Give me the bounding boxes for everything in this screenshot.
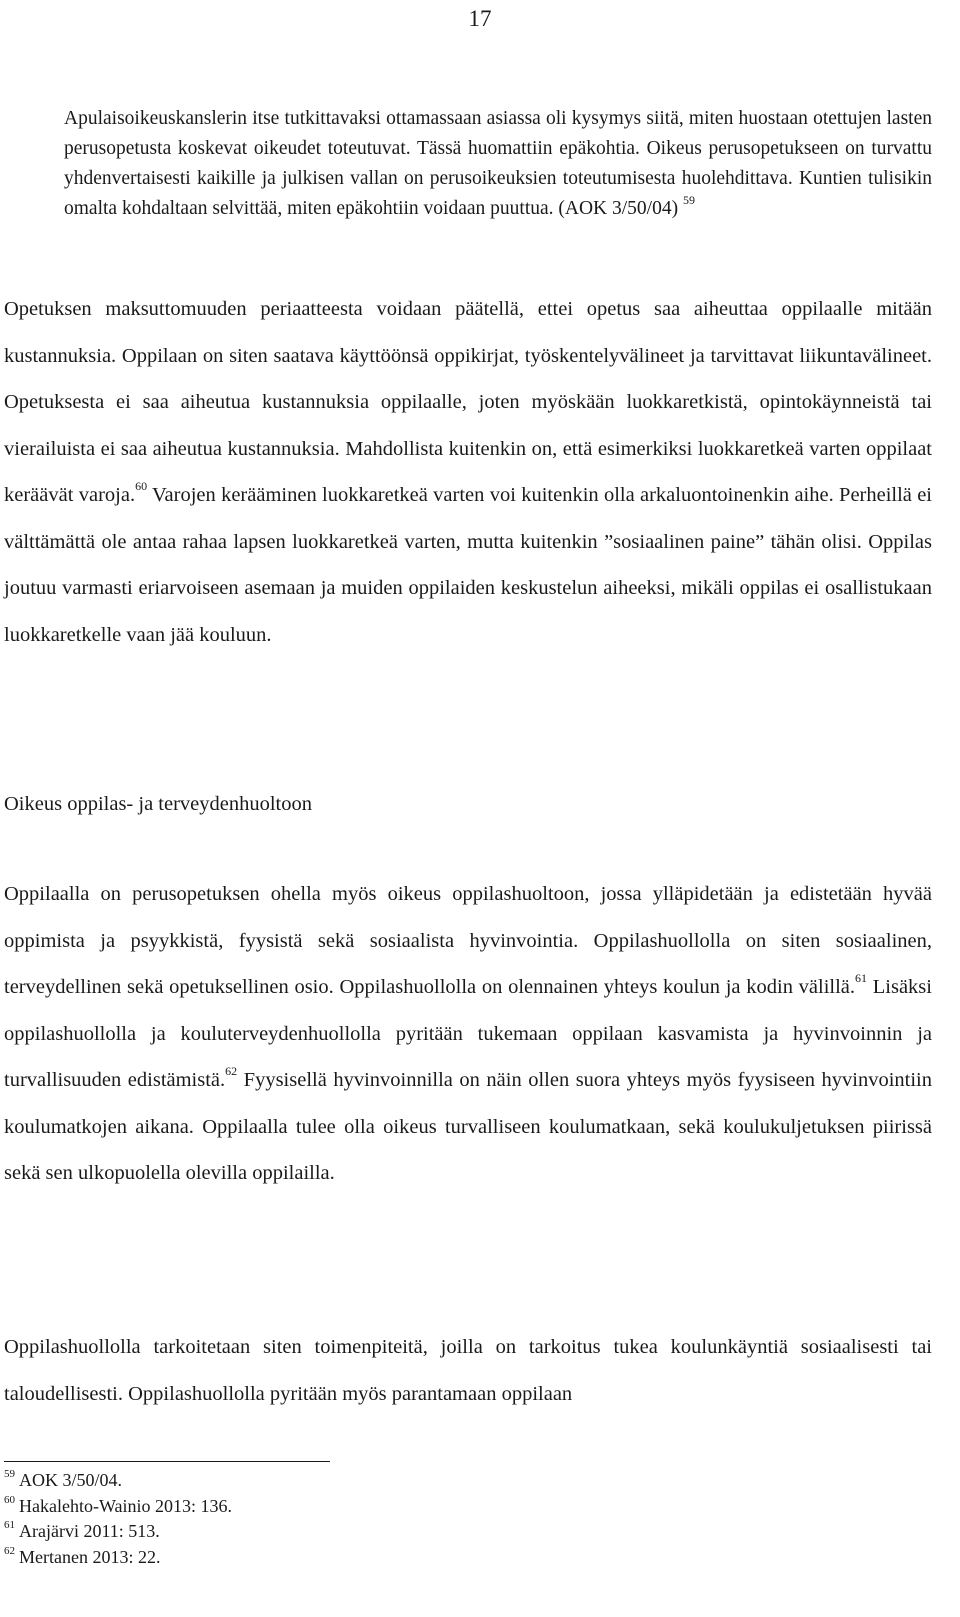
paragraph-student-welfare: [4, 871, 932, 1197]
footnote-59: [4, 1468, 232, 1494]
section-heading: Oikeus oppilas- ja terveydenhuoltoon: [4, 793, 313, 815]
footnote-61: [4, 1519, 232, 1545]
footnote-divider: [4, 1461, 330, 1462]
footnote-number: 62: [4, 1544, 15, 1557]
paragraph-welfare-measures: Oppilashuollolla tarkoitetaan siten toimenpiteitä, joilla on tarkoitus tukea koulunkäyntiä sosiaalisesti tai taloudellisesti. Oppilashuollolla pyritään myös parantamaan oppilaan: [4, 1336, 932, 1405]
footnote-text: Arajärvi 2011: 513.: [19, 1521, 160, 1541]
paragraph-text: Oppilaalla on perusopetuksen ohella myös oikeus oppilashuoltoon, jossa ylläpidetään ja edistetään hyvää oppimista ja psyykkistä, fyysistä sekä sosiaalista hyvinvointia. Oppilashuollolla on siten sosiaalinen, terveydellinen sekä opetuksellinen osio. Oppilashuollolla on olennainen yhteys koulun ja kodin välillä.: [4, 883, 932, 998]
footnote-number: 59: [4, 1468, 15, 1480]
footnote-ref-61[interactable]: 61: [855, 971, 868, 986]
footnote-number: 60: [4, 1493, 15, 1506]
footnote-ref-62[interactable]: 62: [225, 1064, 238, 1079]
footnote-60: [4, 1494, 232, 1520]
page-number: 17: [468, 6, 492, 31]
footnote-number: 61: [4, 1519, 15, 1531]
footnote-text: Hakalehto-Wainio 2013: 136.: [19, 1495, 233, 1516]
paragraph-text: Fyysisellä hyvinvoinnilla on näin ollen suora yhteys myös fyysiseen hyvinvointiin koulumatkojen aikana. Oppilaalla tulee olla oikeus turvalliseen koulumatkaan, sekä koulukuljetuksen piirissä sekä sen ulkopuolella olevilla oppilailla.: [4, 1069, 932, 1184]
footnote-text: Mertanen 2013: 22.: [19, 1546, 161, 1567]
paragraph-text: Varojen kerääminen luokkaretkeä varten voi kuitenkin olla arkaluontoinenkin aihe. Perheillä ei välttämättä ole antaa rahaa lapsen luokkaretkeä varten, mutta kuitenkin ”sosiaalinen paine” tähän olisi. Oppilas joutuu varmasti eriarvoiseen asemaan ja muiden oppilaiden keskustelun aiheeksi, mikäli oppilas ei osallistukaan luokkaretkelle vaan jää kouluun.: [4, 484, 933, 646]
footnote-ref-60[interactable]: 60: [135, 479, 148, 494]
footnote-62: [4, 1545, 232, 1571]
block-quote: [64, 104, 932, 224]
paragraph-text: Opetuksen maksuttomuuden periaatteesta voidaan päätellä, ettei opetus saa aiheuttaa oppilaalle mitään kustannuksia. Oppilaan on siten saatava käyttöönsä oppikirjat, työskentelyvälineet ja tarvittavat liikuntavälineet. Opetuksesta ei saa aiheutua kustannuksia oppilaalle, joten myöskään luokkaretkistä, opintokäynneistä tai vierailuista ei saa aiheutua kustannuksia. Mahdollista kuitenkin on, että esimerkiksi luokkaretkeä varten oppilaat keräävät varoja.: [4, 298, 932, 506]
footnote-text: AOK 3/50/04.: [19, 1470, 122, 1490]
paragraph-tuition-free: [4, 286, 932, 658]
footnote-ref-59[interactable]: 59: [682, 192, 695, 207]
footnotes: [4, 1468, 232, 1570]
quote-text: Apulaisoikeuskanslerin itse tutkittavaksi ottamassaan asiassa oli kysymys siitä, miten huostaan otettujen lasten perusopetusta koskevat oikeudet toteutuvat. Tässä huomattiin epäkohtia. Oikeus perusopetukseen on turvattu yhdenvertaisesti kaikille ja julkisen vallan on perusoikeuksien toteutumisesta huolehdittava. Kuntien tulisikin omalta kohdaltaan selvittää, miten epäkohtiin voidaan puuttua. (AOK 3/50/04): [64, 108, 932, 219]
paragraph-text: Lisäksi oppilashuollolla ja kouluterveydenhuollolla pyritään tukemaan oppilaan kasvamista ja hyvinvoinnin ja turvallisuuden edistämistä.: [4, 976, 932, 1091]
